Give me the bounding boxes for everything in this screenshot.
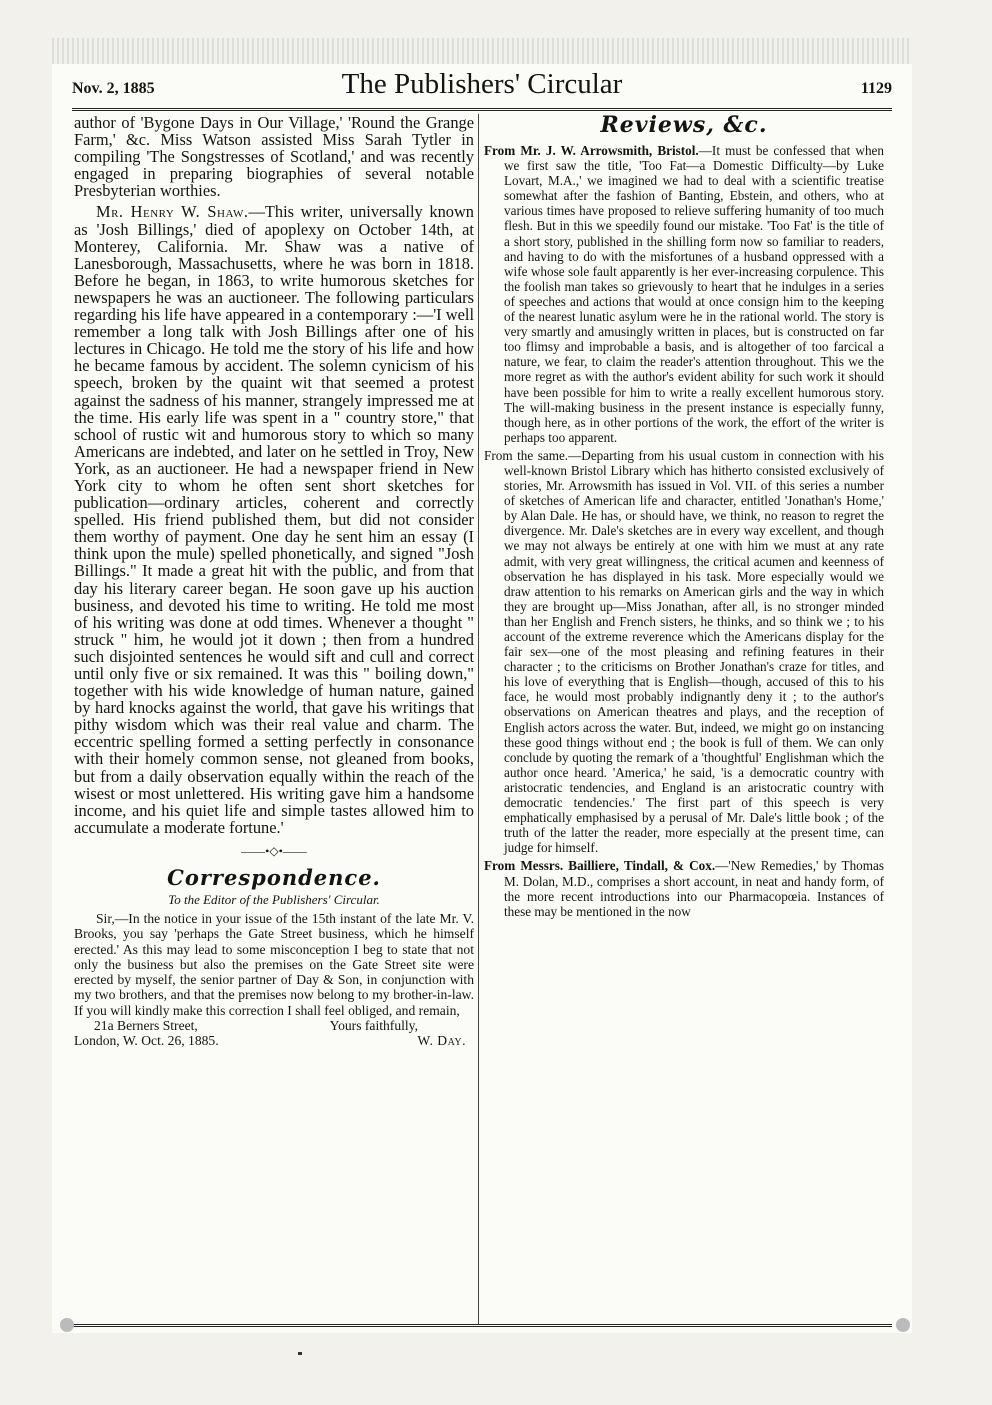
right-column	[484, 114, 884, 919]
obituary-paragraph-shaw	[74, 203, 474, 835]
column-divider	[478, 114, 479, 1324]
review-lead: From Mr. J. W. Arrowsmith, Bristol.	[484, 143, 699, 158]
review-new-remedies	[484, 858, 884, 918]
review-text: —Departing from his usual custom in connection with his well-known Bristol Library which has hitherto consisted exclusively of stories, Mr. Arrowsmith has issued in Vol. VII. of this series a number of sketches of American life and character, entitled 'Jonathan's Home,' by Alan Dale. He has, or should have, we think, no reason to regret the divergence. Mr. Dale's sketches are in every way excellent, and though we may not always be entirely at one with him we must at any rate admit, with very great willingness, the critical acumen and keenness of observation he has displayed in his task. More especially would we draw attention to his remarks on American girls and the way in which they are brought up—Miss Jonathan, after all, is no stronger minded than her English and French sisters, he thinks, and so think we ; to his account of the extreme reverence which the Americans display for the fair sex—one of the most pleasing and refining features in their character ; to the criticisms on Brother Jonathan's craze for titles, and his love of everything that is English—though, accused of this to his face, he would most probably indignantly deny it ; to the author's observations on American theatres and plays, and the reception of English actors across the water. But, indeed, we might go on instancing these good things without end ; the book is full of them. We can only conclude by quoting the remark of a 'thoughtful' Englishman which the author once heard. 'America,' he said, 'is a democratic country with aristocratic tendencies, and England is an aristocratic country with democratic tendencies.' The first part of this speech is very emphatically emphasised by a perusal of Mr. Dale's little book ; of the truth of the latter the reader, more especially at the present time, can judge for himself.	[504, 447, 884, 856]
section-ornament: ——•◇•——	[241, 843, 307, 858]
letter-address: 21a Berners Street,	[94, 1018, 198, 1034]
review-jonathans-home	[484, 448, 884, 856]
review-lead: From the same.	[484, 447, 569, 463]
obituary-name: Mr. Henry W. Shaw.	[96, 202, 249, 222]
publication-title: The Publishers' Circular	[341, 68, 623, 100]
corner-ornament	[60, 1318, 74, 1332]
obituary-paragraph-watson: author of 'Bygone Days in Our Village,' 'Round the Grange Farm,' &c. Miss Watson assisted Miss Sarah Tytler in compiling 'The Songstresses of Scotland,' and was recently engaged in preparing biographies of several notable Presbyterian worthies.	[74, 113, 474, 201]
reviews-heading: Reviews, &c.	[600, 112, 768, 138]
review-text: —'New Remedies,' by Thomas M. Dolan, M.D., comprises a short account, in neat and handy form, of the more recent introductions into our Pharmacopœia. Instances of these may be mentioned in the now	[504, 858, 884, 919]
review-lead: From Messrs. Bailliere, Tindall, & Cox.	[484, 858, 716, 874]
scanned-page-edge	[52, 38, 912, 64]
letter-body: Sir,—In the notice in your issue of the 15th instant of the late Mr. V. Brooks, you say 'perhaps the Gate Street business, which he himself erected.' As this may lead to some misconception I beg to state that not only the business but also the premises on the Gate Street site were erected by myself, the senior partner of Day & Son, in conjunction with my two brothers, and that the premises now belong to my brother-in-law. If you will kindly make this correction I shall feel obliged, and remain,	[74, 910, 474, 1018]
review-too-fat	[484, 143, 884, 445]
ink-mark	[298, 1352, 302, 1355]
letter-closing: Yours faithfully,	[329, 1018, 418, 1034]
obituary-text: —This writer, universally known as 'Josh Billings,' died of apoplexy on October 14th, at Monterey, California. Mr. Shaw was a native of Lanesborough, Massachusetts, where he was born in 1818. Before he began, in 1863, to write humorous sketches for newspapers he was an auctioneer. The following particulars regarding his life have appeared in a contemporary :—'I well remember a long talk with Josh Billings after one of his lectures in Chicago. He told me the story of his life and how he became famous by accident. The solemn cynicism of his speech, broken by the quaint wit that seemed a protest against the sadness of his manner, strangely impressed me at the time. His early life was spent in a " country store," that school of rustic wit and humorous story to which so many Americans are indebted, and later on he settled in Troy, New York, as an auctioneer. He had a newspaper friend in New York city to whom he often sent short sketches for publication—ordinary articles, coherent and correctly spelled. His friend published them, but did not consider them worthy of payment. One day he sent him an essay (I think upon the mule) spelled phonetically, and signed "Josh Billings." It made a great hit with the public, and from that day his literary career began. He soon gave up his auction business, and devoted his time to writing. He told me most of his writing was done at odd times. Whenever a thought " struck " him, he would jot it down ; then from a hundred such disjointed sentences he would sift and cull and correct until only five or six remained. It was this " boiling down," together with his wide knowledge of human nature, gained by hard knocks against the world, that gave his writings that pithy wisdom which was their real value and charm. The eccentric spelling formed a setting perfectly in consonance with their homely common sense, not gleaned from books, but from a daily observation equally within the reach of the wisest or most unlettered. His writing gave him a handsome income, and his quiet life and simple tastes allowed him to accumulate a moderate fortune.'	[74, 202, 474, 837]
review-text: —It must be confessed that when we first saw the title, 'Too Fat—a Domestic Difficulty—by Luke Lovart, M.A.,' we imagined we had to deal with a scientific treatise somewhat after the fashion of Banting, Ebstein, and others, who at various times have proposed to relieve suffering humanity of too much flesh. But in this we speedily found our mistake. 'Too Fat' is the title of a short story, published in the shilling form now so familiar to readers, and having to do with the misfortunes of a husband oppressed with a wife whose sole fault apparently is her ever-increasing corpulence. This the foolish man takes so grievously to heart that he indulges in a series of speeches and actions that would at once consign him to the keeping of the nearest lunatic asylum were he in the rational world. The story is very smartly and amusingly written in places, but is constructed on far too flimsy and improbable a basis, and is altogether of too farcical a nature, we fear, to claim the reader's attention throughout. This we the more regret as with the author's evident ability for such work it should have been possible for him to write a really excellent humorous story. The will-making business in the present instance is especially funny, though here, as in other portions of the work, the effort of the writer is perhaps too apparent.	[504, 143, 884, 445]
issue-date: Nov. 2, 1885	[72, 80, 155, 97]
left-column	[74, 114, 474, 1048]
page-number: 1129	[860, 80, 892, 97]
corner-ornament	[896, 1318, 910, 1332]
letter-signature-row-2	[74, 1033, 474, 1048]
letter-signatory: W. Day.	[417, 1033, 466, 1049]
letter-signature-row-1	[74, 1018, 474, 1033]
running-header	[72, 64, 892, 111]
footer-rule	[72, 1324, 892, 1330]
correspondence-heading: Correspondence.	[167, 864, 381, 890]
letter-salutation-line: To the Editor of the Publishers' Circular.	[168, 891, 380, 907]
letter-date-line: London, W. Oct. 26, 1885.	[74, 1033, 219, 1049]
